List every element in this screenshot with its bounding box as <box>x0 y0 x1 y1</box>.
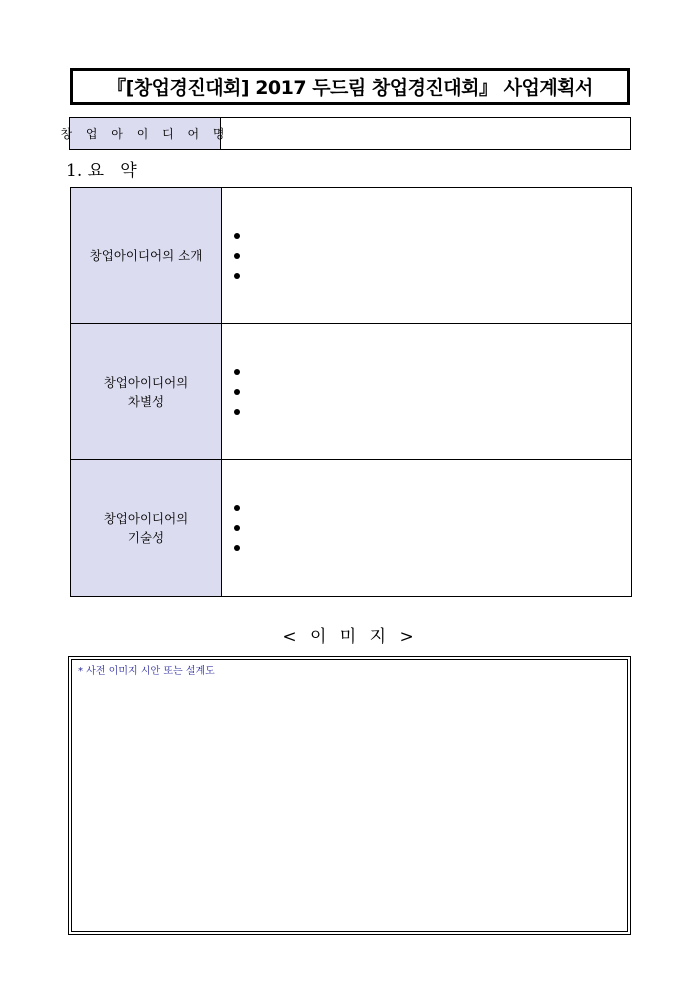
summary-row-intro <box>71 188 631 324</box>
bullet-item <box>234 362 240 382</box>
idea-name-field[interactable] <box>221 118 630 149</box>
idea-name-label: 창 업 아 이 디 어 명 <box>70 118 221 149</box>
summary-row-differentiation <box>71 324 631 460</box>
bullet-list <box>234 362 240 422</box>
bullet-dot-icon <box>234 409 240 415</box>
image-section-heading: < 이 미 지 > <box>282 627 418 647</box>
bullet-item <box>234 498 240 518</box>
summary-heading: 1. 요 약 <box>66 161 137 181</box>
bullet-dot-icon <box>234 545 240 551</box>
bullet-item <box>234 382 240 402</box>
summary-content-technology[interactable] <box>222 460 631 596</box>
summary-content-intro[interactable] <box>222 188 631 323</box>
bullet-item <box>234 538 240 558</box>
bullet-item <box>234 518 240 538</box>
bullet-dot-icon <box>234 505 240 511</box>
bullet-item <box>234 226 240 246</box>
document-title: 『[창업경진대회] 2017 두드림 창업경진대회』 사업계획서 <box>107 77 593 99</box>
summary-label-differentiation: 창업아이디어의 차별성 <box>71 324 222 459</box>
bullet-dot-icon <box>234 273 240 279</box>
idea-name-row <box>60 117 631 150</box>
summary-label-intro: 창업아이디어의 소개 <box>71 188 222 323</box>
bullet-list <box>234 226 240 286</box>
document-title-box <box>70 68 630 105</box>
bullet-dot-icon <box>234 253 240 259</box>
bullet-item <box>234 266 240 286</box>
bullet-dot-icon <box>234 369 240 375</box>
bullet-dot-icon <box>234 525 240 531</box>
summary-row-technology <box>71 460 631 596</box>
image-box <box>68 656 631 935</box>
bullet-dot-icon <box>234 233 240 239</box>
summary-table <box>70 187 632 597</box>
summary-content-differentiation[interactable] <box>222 324 631 459</box>
bullet-dot-icon <box>234 389 240 395</box>
bullet-item <box>234 402 240 422</box>
bullet-list <box>234 498 240 558</box>
bullet-item <box>234 246 240 266</box>
image-hint-text: * 사전 이미지 시안 또는 설계도 <box>78 666 215 677</box>
image-drop-area[interactable] <box>71 659 628 932</box>
summary-label-technology: 창업아이디어의 기술성 <box>71 460 222 596</box>
